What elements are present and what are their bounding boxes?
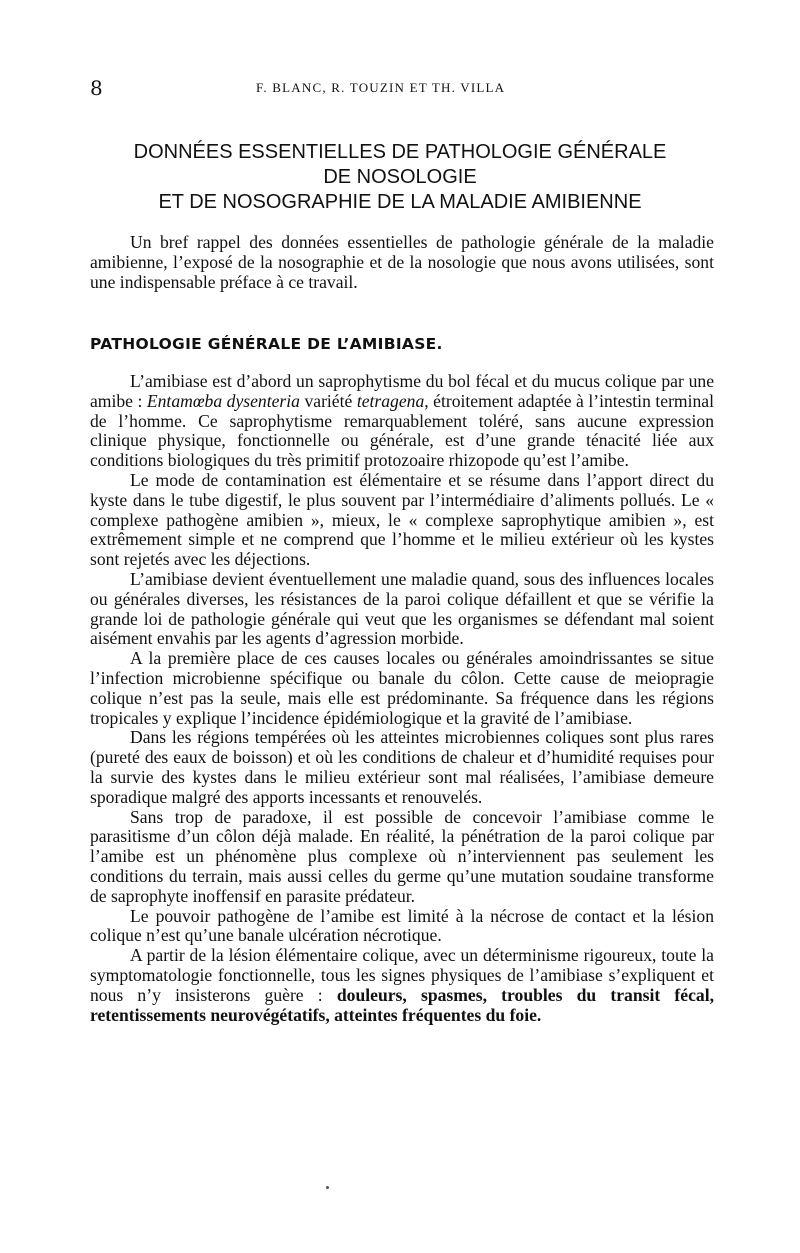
running-head-authors: F. BLANC, R. TOUZIN ET TH. VILLA — [256, 80, 506, 95]
chapter-title — [90, 140, 710, 215]
paragraph-3: L’amibiase devient éventuellement une maladie quand, sous des influences locales ou générales diverses, les résistances de la paroi colique défaillent et que se vérifie la grande loi de pathologie générale qui veut que les organismes se défendant mal soient aisément envahis par les agents d’agression morbide. — [90, 568, 714, 649]
paragraph-8 — [90, 946, 714, 1025]
chapter-title-line-2: DE NOSOLOGIE — [323, 166, 477, 188]
paragraph-1-text-a: L’amibiase est d’abord un saprophytisme du bol fécal et du mucus colique par une amibe : — [90, 371, 714, 411]
paragraph-4: A la première place de ces causes locales ou générales amoindrissantes se situe l’infection microbienne spécifique ou banale du côlon. Cette cause de meiopragie colique n’est pas la seule, mais elle est prédominante. Sa fréquence dans les régions tropicales y explique l’incidence épidémiologique et la gravité de l’amibiase. — [90, 648, 714, 728]
paragraph-8-text: A partir de la lésion élémentaire colique, avec un déterminisme rigoureux, toute la symptomatologie fonctionnelle, tous les signes physiques de l’amibiase s’expliquent et nous n’y insisterons guère : — [90, 945, 714, 1005]
chapter-title-line-1: DONNÉES ESSENTIELLES DE PATHOLOGIE GÉNÉRALE — [133, 141, 667, 163]
paragraph-7: Le pouvoir pathogène de l’amibe est limité à la nécrose de contact et la lésion colique n’est qu’une banale ulcération nécrotique. — [90, 905, 714, 946]
paragraph-1-text-b: variété — [299, 390, 357, 411]
paragraph-1-text-c: étroitement adaptée à l’intestin terminal de l’homme. Ce saprophytisme remarquablement toléré, sans aucune expression clinique physique, fonctionnelle ou générale, est d’une grande ténacité liée aux conditions biologiques du très primitif protozoaire rhizopode qu’est l’amibe. — [90, 390, 714, 471]
paragraph-6: Sans trop de paradoxe, il est possible de concevoir l’amibiase comme le parasitisme d’un côlon déjà malade. En réalité, la pénétration de la paroi colique par l’amibe est un phénomène plus complexe où n’interviennent pas seulement les conditions du terrain, mais aussi celles du germe qu’une mutation soudaine transforme de saprophyte inoffensif en parasite prédateur. — [90, 806, 714, 906]
paragraph-2: Le mode de contamination est élémentaire et se résume dans l’apport direct du kyste dans le tube digestif, le plus souvent par l’intermédiaire d’aliments pollués. Le « complexe pathogène amibien », mieux, le « complexe saprophytique amibien », est extrêmement simple et ne comprend que l’homme et le milieu extérieur où les kystes sont rejetés avec les déjections. — [90, 469, 714, 570]
section-heading: PATHOLOGIE GÉNÉRALE DE L’AMIBIASE. — [90, 335, 443, 353]
paragraph-8-bold-symptoms: douleurs, spasmes, troubles du transit fécal, retentissements neurovégétatifs, atteintes fréquentes du foie. — [90, 984, 714, 1025]
intro-paragraph: Un bref rappel des données essentielles de pathologie générale de la maladie amibienne, l’exposé de la nosographie et de la nosologie que nous avons utilisées, sont une indispensable préface à ce travail. — [90, 232, 714, 292]
variety-name: tetragena, — [356, 390, 429, 411]
intro-text — [90, 233, 714, 292]
paragraph-5: Dans les régions tempérées où les atteintes microbiennes coliques sont plus rares (pureté des eaux de boisson) et où les conditions de chaleur et d’humidité requises pour la survie des kystes dans le milieu extérieur sont mal réalisées, l’amibiase demeure sporadique malgré des apports incessants et renouvelés. — [90, 727, 714, 807]
page-number: 8 — [90, 76, 103, 100]
section-body — [90, 372, 714, 1025]
print-speck — [326, 1186, 329, 1189]
paragraph-1 — [90, 372, 714, 471]
page-header — [90, 76, 710, 100]
chapter-title-line-3: ET DE NOSOGRAPHIE DE LA MALADIE AMIBIENNE — [158, 191, 642, 213]
species-name: Entamœba dysenteria — [146, 390, 300, 411]
